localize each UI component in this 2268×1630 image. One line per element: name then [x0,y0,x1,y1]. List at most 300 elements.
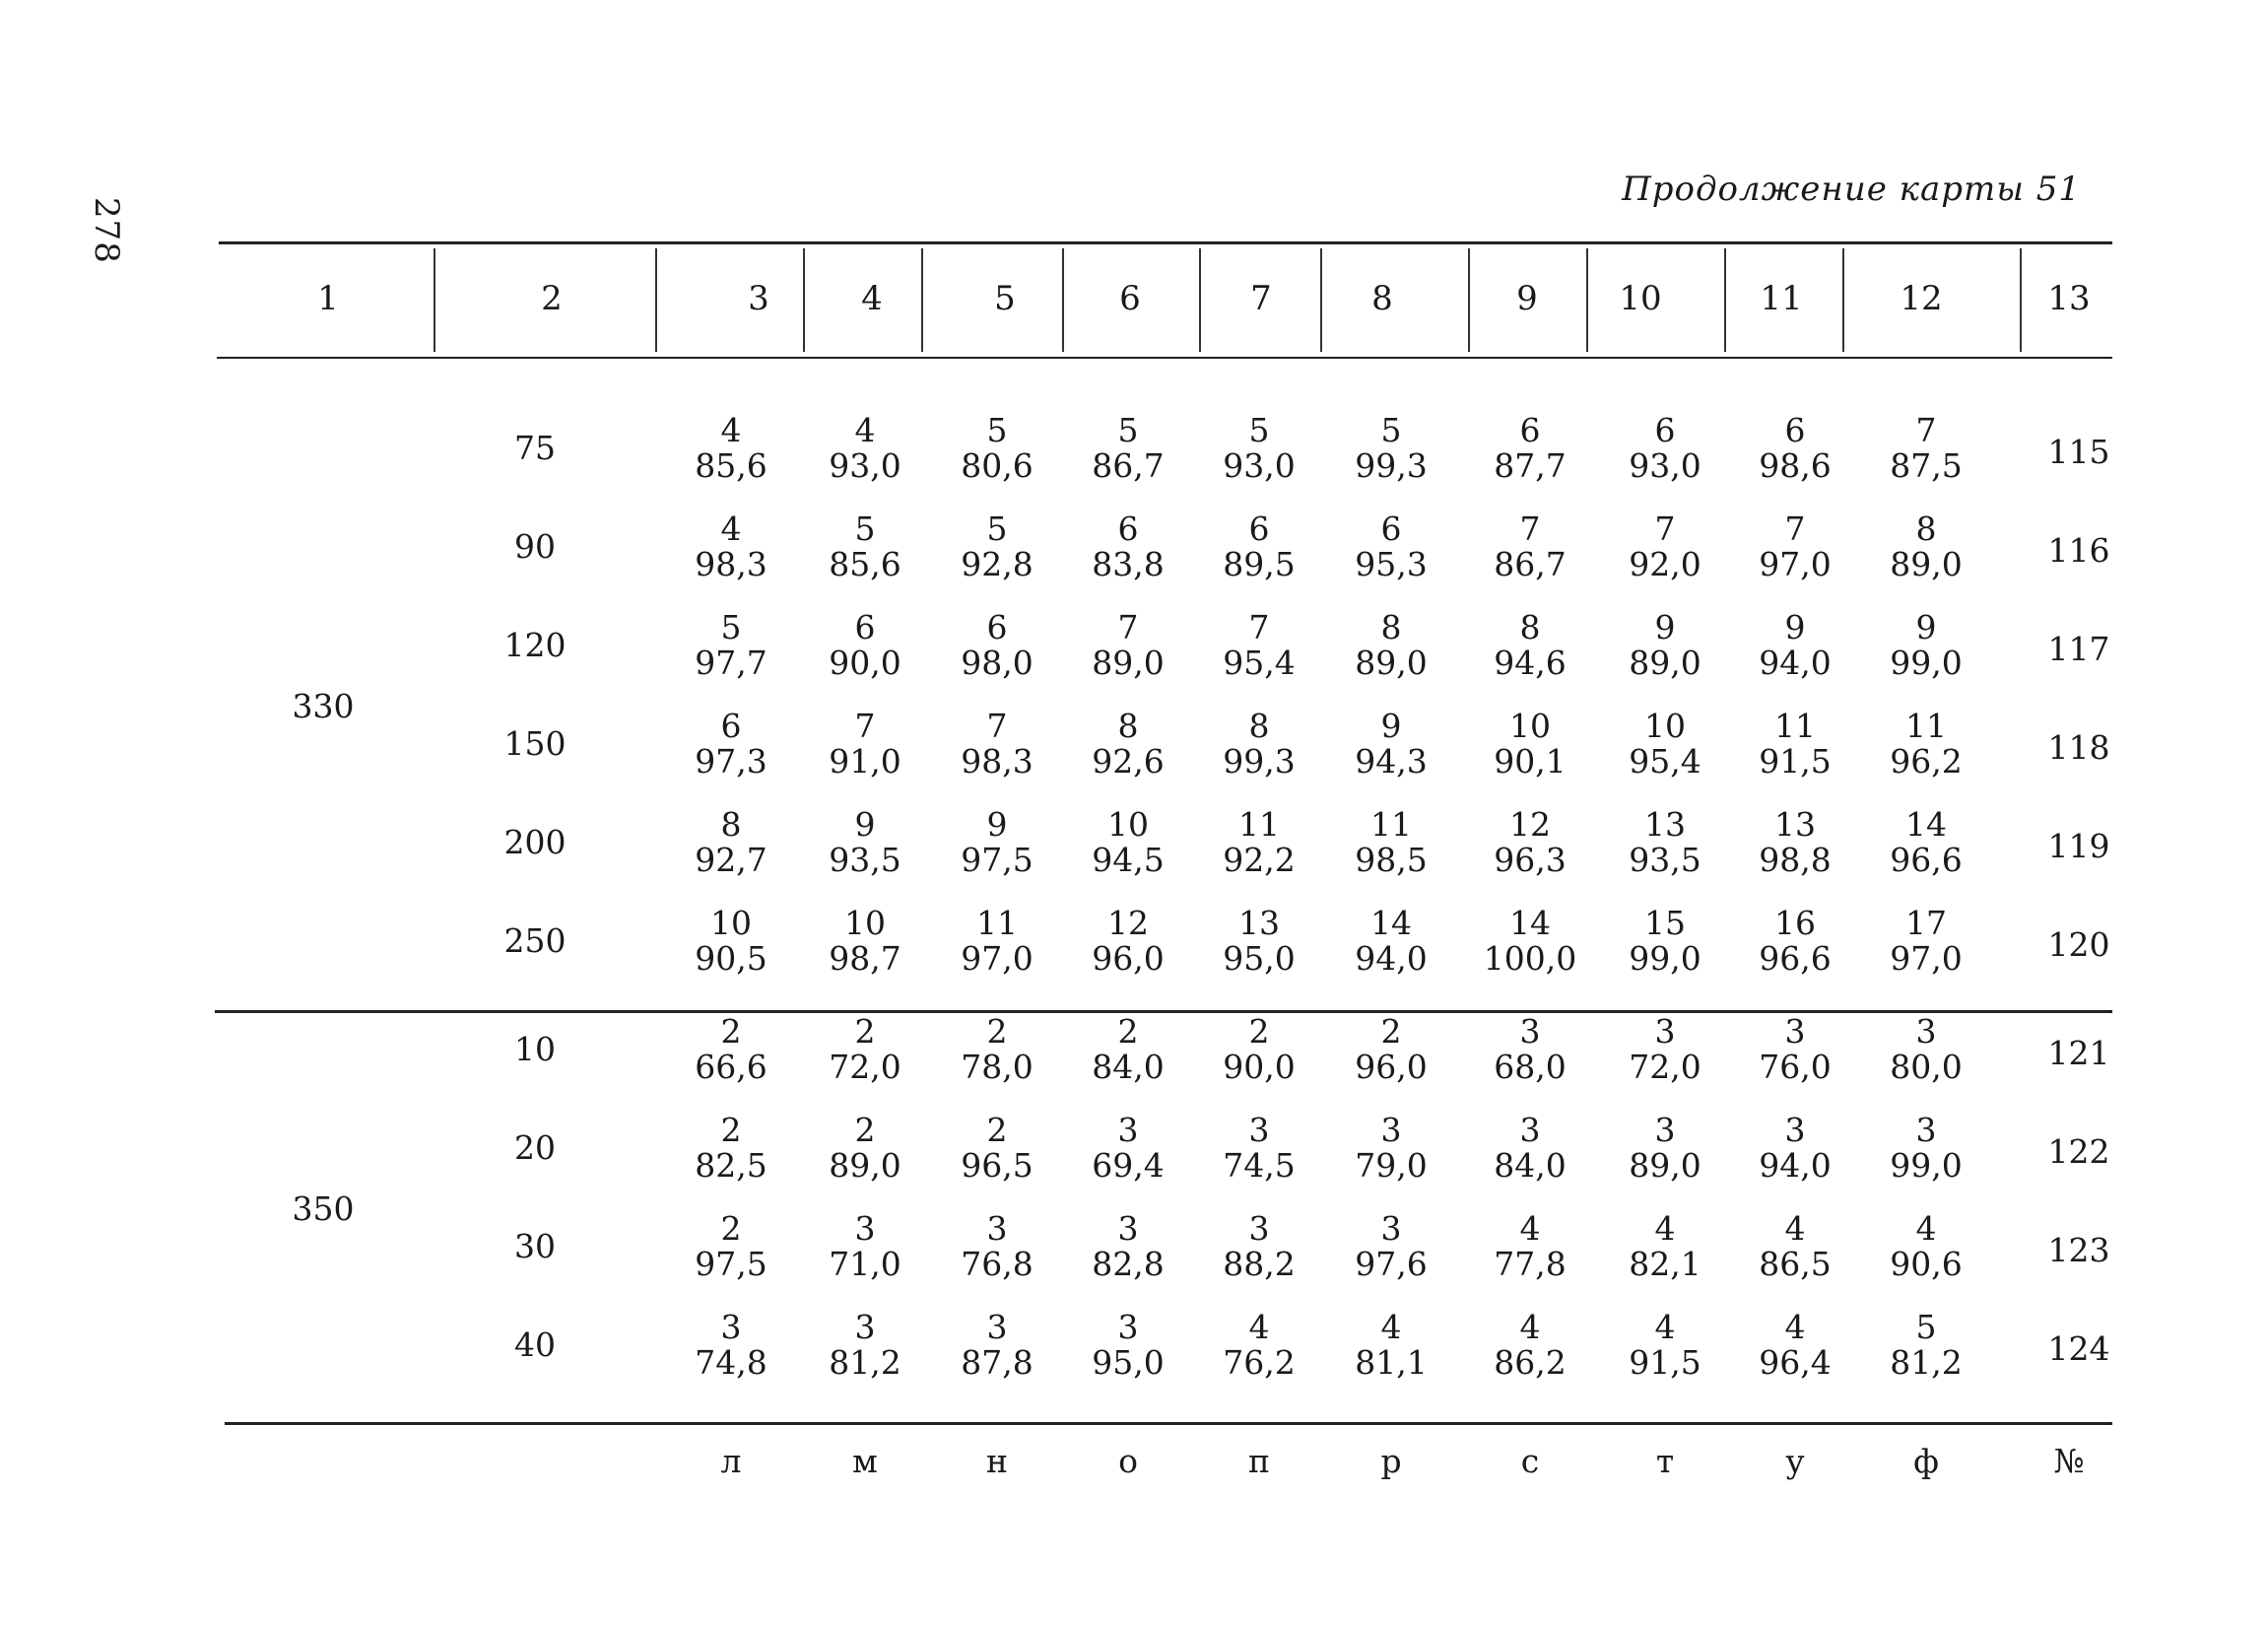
cell-value: 96,6 [1890,841,1963,879]
table-cell [1461,807,1599,878]
cell-value: 92,0 [1629,545,1701,583]
table-cell [1190,1014,1328,1085]
table-cell [796,610,934,681]
table-cell [1726,413,1864,484]
cell-value: 98,8 [1759,841,1832,879]
cell-value: 94,0 [1759,1146,1832,1185]
cell-value: 92,8 [961,545,1034,583]
table-cell [662,1113,800,1184]
page-number: 278 [87,197,126,264]
table-cell [662,709,800,780]
cell-count: 3 [1380,1209,1402,1248]
cell-count: 7 [1519,509,1541,548]
table-cell [1596,906,1734,977]
cell-value: 92,6 [1092,742,1165,781]
table-cell [1596,413,1734,484]
cell-value: 98,3 [695,545,767,583]
cell-value: 81,1 [1355,1343,1428,1382]
row-col2-value: 200 [503,823,567,861]
cell-count: 4 [1519,1209,1541,1248]
table-cell [1322,610,1460,681]
footer-label: ф [1913,1442,1939,1480]
table-cell [1059,1113,1197,1184]
continuation-title: Продолжение карты 51 [1622,170,2081,209]
cell-value: 66,6 [695,1048,767,1086]
cell-value: 91,0 [829,742,901,781]
table-cell [928,511,1066,582]
table-cell [928,807,1066,878]
cell-value: 93,0 [829,446,901,485]
cell-value: 91,5 [1759,742,1832,781]
table-cell [662,1310,800,1381]
table-cell [796,1310,934,1381]
cell-value: 98,6 [1759,446,1832,485]
cell-count: 9 [1915,608,1937,646]
header-column-separator [434,248,435,352]
cell-value: 87,8 [961,1343,1034,1382]
cell-count: 11 [976,904,1018,942]
cell-value: 86,2 [1494,1343,1567,1382]
table-cell [1059,906,1197,977]
cell-value: 95,4 [1629,742,1701,781]
table-cell [1461,610,1599,681]
table-cell [1726,1113,1864,1184]
cell-count: 3 [1380,1111,1402,1149]
cell-value: 92,7 [695,841,767,879]
table-cell [662,610,800,681]
header-cell-3: 3 [748,279,769,318]
cell-count: 9 [1784,608,1806,646]
cell-value: 87,5 [1890,446,1963,485]
cell-count: 13 [1238,904,1280,942]
cell-value: 96,6 [1759,939,1832,978]
cell-value: 79,0 [1355,1146,1428,1185]
table-cell [1596,1211,1734,1282]
cell-count: 13 [1774,805,1816,844]
header-cell-5: 5 [994,279,1016,318]
row-col2-value: 20 [514,1128,556,1167]
cell-value: 93,0 [1223,446,1296,485]
cell-count: 15 [1644,904,1686,942]
header-column-separator [1062,248,1064,352]
cell-count: 10 [710,904,752,942]
table-cell [1857,610,1995,681]
header-cell-13: 13 [2047,279,2091,318]
cell-value: 89,0 [1092,644,1165,682]
cell-count: 11 [1370,805,1412,844]
cell-count: 8 [1519,608,1541,646]
header-column-separator [1199,248,1201,352]
cell-count: 3 [1519,1111,1541,1149]
cell-count: 3 [1519,1012,1541,1051]
footer-label: № [2053,1442,2085,1480]
cell-value: 98,3 [961,742,1034,781]
cell-value: 80,6 [961,446,1034,485]
table-cell [662,906,800,977]
cell-count: 2 [720,1111,742,1149]
cell-count: 5 [1117,411,1139,449]
table-cell [1322,511,1460,582]
row-number: 124 [2047,1329,2110,1368]
table-cell [1059,1014,1197,1085]
cell-count: 14 [1370,904,1412,942]
table-cell [1461,1113,1599,1184]
cell-value: 82,1 [1629,1245,1701,1283]
table-cell [1857,413,1995,484]
cell-value: 98,5 [1355,841,1428,879]
cell-value: 95,0 [1092,1343,1165,1382]
header-column-separator [1842,248,1844,352]
cell-value: 94,0 [1759,644,1832,682]
footer-label: о [1118,1442,1138,1480]
cell-count: 3 [986,1209,1008,1248]
table-cell [1726,1310,1864,1381]
cell-count: 4 [1654,1209,1676,1248]
table-cell [1726,906,1864,977]
table-cell [928,906,1066,977]
cell-count: 6 [1784,411,1806,449]
table-cell [796,511,934,582]
cell-count: 2 [854,1012,876,1051]
cell-count: 5 [1915,1308,1937,1346]
group-separator-rule [215,1010,2112,1013]
cell-count: 6 [1654,411,1676,449]
cell-value: 94,3 [1355,742,1428,781]
group-col1-value: 330 [292,687,355,725]
cell-count: 5 [986,509,1008,548]
cell-value: 97,3 [695,742,767,781]
cell-value: 83,8 [1092,545,1165,583]
table-cell [796,906,934,977]
cell-value: 93,5 [1629,841,1701,879]
cell-value: 90,5 [695,939,767,978]
cell-count: 7 [986,707,1008,745]
table-cell [1857,1310,1995,1381]
cell-value: 86,7 [1494,545,1567,583]
table-cell [1596,709,1734,780]
table-cell [1461,906,1599,977]
cell-value: 89,0 [829,1146,901,1185]
cell-count: 5 [720,608,742,646]
footer-label: м [852,1442,878,1480]
cell-value: 99,0 [1629,939,1701,978]
cell-count: 11 [1905,707,1947,745]
cell-value: 89,5 [1223,545,1296,583]
row-col2-value: 90 [514,527,556,566]
cell-count: 3 [1654,1111,1676,1149]
cell-count: 2 [720,1012,742,1051]
cell-value: 72,0 [1629,1048,1701,1086]
cell-count: 8 [1117,707,1139,745]
cell-count: 5 [1248,411,1270,449]
row-col2-value: 75 [514,429,556,467]
group-col1-value: 350 [292,1189,355,1228]
cell-value: 90,1 [1494,742,1567,781]
cell-value: 95,4 [1223,644,1296,682]
table-cell [796,1113,934,1184]
table-cell [1857,807,1995,878]
cell-value: 84,0 [1494,1146,1567,1185]
cell-value: 92,2 [1223,841,1296,879]
cell-value: 93,0 [1629,446,1701,485]
cell-value: 74,5 [1223,1146,1296,1185]
table-cell [928,709,1066,780]
table-cell [796,413,934,484]
table-cell [1596,807,1734,878]
table-cell [1059,413,1197,484]
cell-count: 8 [720,805,742,844]
row-col2-value: 30 [514,1227,556,1265]
cell-count: 2 [986,1111,1008,1149]
cell-value: 100,0 [1483,939,1577,978]
cell-count: 4 [1784,1308,1806,1346]
cell-value: 76,8 [961,1245,1034,1283]
table-cell [1857,511,1995,582]
cell-value: 89,0 [1890,545,1963,583]
cell-count: 3 [1117,1111,1139,1149]
cell-count: 10 [1107,805,1149,844]
cell-value: 81,2 [1890,1343,1963,1382]
cell-count: 3 [1784,1012,1806,1051]
table-cell [1857,1014,1995,1085]
cell-value: 74,8 [695,1343,767,1382]
table-cell [1726,807,1864,878]
row-number: 123 [2047,1231,2110,1269]
cell-value: 97,0 [1759,545,1832,583]
cell-value: 71,0 [829,1245,901,1283]
cell-count: 4 [1519,1308,1541,1346]
table-cell [1190,1113,1328,1184]
cell-value: 82,8 [1092,1245,1165,1283]
table-cell [1190,511,1328,582]
footer-label: п [1248,1442,1270,1480]
header-cell-10: 10 [1619,279,1662,318]
cell-count: 3 [1248,1111,1270,1149]
table-cell [1726,511,1864,582]
header-cell-6: 6 [1119,279,1141,318]
cell-value: 96,0 [1092,939,1165,978]
row-number: 115 [2047,433,2110,471]
table-cell [1059,807,1197,878]
table-cell [928,610,1066,681]
table-cell [1059,511,1197,582]
cell-value: 97,6 [1355,1245,1428,1283]
cell-count: 12 [1509,805,1551,844]
cell-count: 14 [1905,805,1947,844]
cell-count: 3 [1248,1209,1270,1248]
cell-value: 97,0 [1890,939,1963,978]
row-col2-value: 120 [503,626,567,664]
cell-value: 97,5 [961,841,1034,879]
row-col2-value: 40 [514,1325,556,1364]
table-cell [1461,511,1599,582]
table-cell [662,807,800,878]
cell-count: 13 [1644,805,1686,844]
cell-value: 96,0 [1355,1048,1428,1086]
table-cell [1059,1310,1197,1381]
row-col2-value: 150 [503,724,567,763]
table-cell [1726,709,1864,780]
table-cell [1322,1113,1460,1184]
cell-value: 88,2 [1223,1245,1296,1283]
cell-count: 9 [1380,707,1402,745]
cell-value: 87,7 [1494,446,1567,485]
cell-count: 3 [1915,1111,1937,1149]
cell-value: 89,0 [1355,644,1428,682]
cell-count: 2 [1117,1012,1139,1051]
cell-count: 3 [1654,1012,1676,1051]
header-bottom-rule [217,357,2112,359]
header-column-separator [921,248,923,352]
row-number: 116 [2047,531,2110,570]
cell-count: 2 [1380,1012,1402,1051]
table-cell [1190,1310,1328,1381]
table-cell [1322,1310,1460,1381]
cell-count: 2 [986,1012,1008,1051]
cell-count: 6 [1117,509,1139,548]
header-cell-2: 2 [541,279,563,318]
table-cell [1726,610,1864,681]
table-cell [662,511,800,582]
cell-count: 17 [1905,904,1947,942]
cell-value: 96,3 [1494,841,1567,879]
cell-count: 7 [1117,608,1139,646]
cell-count: 7 [1248,608,1270,646]
cell-value: 97,7 [695,644,767,682]
cell-count: 2 [720,1209,742,1248]
cell-count: 3 [1117,1209,1139,1248]
table-cell [1322,1211,1460,1282]
cell-count: 7 [1915,411,1937,449]
footer-label: н [986,1442,1008,1480]
table-cell [1857,1211,1995,1282]
cell-count: 10 [1509,707,1551,745]
cell-count: 7 [1654,509,1676,548]
cell-count: 16 [1774,904,1816,942]
cell-value: 94,0 [1355,939,1428,978]
table-cell [1322,807,1460,878]
table-cell [928,413,1066,484]
cell-count: 6 [986,608,1008,646]
cell-value: 72,0 [829,1048,901,1086]
table-cell [1461,1211,1599,1282]
cell-value: 95,3 [1355,545,1428,583]
table-cell [1726,1014,1864,1085]
cell-count: 6 [854,608,876,646]
cell-value: 85,6 [829,545,901,583]
table-cell [928,1310,1066,1381]
header-cell-1: 1 [317,279,339,318]
table-cell [1190,807,1328,878]
footer-label: с [1520,1442,1540,1480]
cell-count: 2 [1248,1012,1270,1051]
cell-value: 93,5 [829,841,901,879]
cell-value: 99,0 [1890,1146,1963,1185]
table-cell [1322,1014,1460,1085]
cell-value: 99,3 [1355,446,1428,485]
cell-value: 94,5 [1092,841,1165,879]
cell-count: 5 [854,509,876,548]
cell-value: 80,0 [1890,1048,1963,1086]
table-cell [928,1014,1066,1085]
header-column-separator [1586,248,1588,352]
header-cell-9: 9 [1516,279,1538,318]
row-number: 119 [2047,827,2110,865]
table-cell [1461,709,1599,780]
cell-count: 4 [720,509,742,548]
header-cell-4: 4 [861,279,883,318]
table-cell [1059,709,1197,780]
row-number: 120 [2047,925,2110,964]
row-col2-value: 250 [503,921,567,960]
table-cell [662,1014,800,1085]
cell-count: 10 [844,904,886,942]
cell-value: 69,4 [1092,1146,1165,1185]
cell-value: 91,5 [1629,1343,1701,1382]
row-number: 117 [2047,630,2110,668]
table-cell [1596,511,1734,582]
cell-value: 81,2 [829,1343,901,1382]
cell-value: 96,5 [961,1146,1034,1185]
table-cell [1726,1211,1864,1282]
table-bottom-rule [225,1422,2112,1425]
table-cell [1461,1310,1599,1381]
cell-count: 4 [1654,1308,1676,1346]
header-column-separator [1320,248,1322,352]
cell-count: 3 [1117,1308,1139,1346]
table-cell [1322,709,1460,780]
cell-count: 9 [986,805,1008,844]
cell-count: 4 [720,411,742,449]
cell-count: 8 [1248,707,1270,745]
cell-value: 86,7 [1092,446,1165,485]
table-cell [1857,709,1995,780]
cell-count: 8 [1915,509,1937,548]
cell-value: 82,5 [695,1146,767,1185]
table-cell [1190,906,1328,977]
table-cell [1190,709,1328,780]
footer-label: т [1655,1442,1675,1480]
table-cell [796,807,934,878]
cell-count: 3 [854,1308,876,1346]
cell-value: 76,0 [1759,1048,1832,1086]
cell-count: 8 [1380,608,1402,646]
cell-value: 89,0 [1629,1146,1701,1185]
table-cell [1322,906,1460,977]
cell-value: 89,0 [1629,644,1701,682]
table-cell [662,413,800,484]
cell-count: 4 [1380,1308,1402,1346]
header-cell-8: 8 [1371,279,1393,318]
cell-count: 11 [1238,805,1280,844]
cell-value: 96,4 [1759,1343,1832,1382]
cell-value: 86,5 [1759,1245,1832,1283]
row-number: 121 [2047,1034,2110,1072]
cell-value: 96,2 [1890,742,1963,781]
cell-value: 85,6 [695,446,767,485]
cell-count: 4 [1784,1209,1806,1248]
table-cell [1461,1014,1599,1085]
table-cell [1190,1211,1328,1282]
footer-label: у [1785,1442,1805,1480]
table-cell [1190,413,1328,484]
cell-value: 78,0 [961,1048,1034,1086]
cell-value: 90,6 [1890,1245,1963,1283]
cell-count: 5 [986,411,1008,449]
cell-value: 98,0 [961,644,1034,682]
row-number: 118 [2047,728,2110,767]
cell-count: 3 [720,1308,742,1346]
